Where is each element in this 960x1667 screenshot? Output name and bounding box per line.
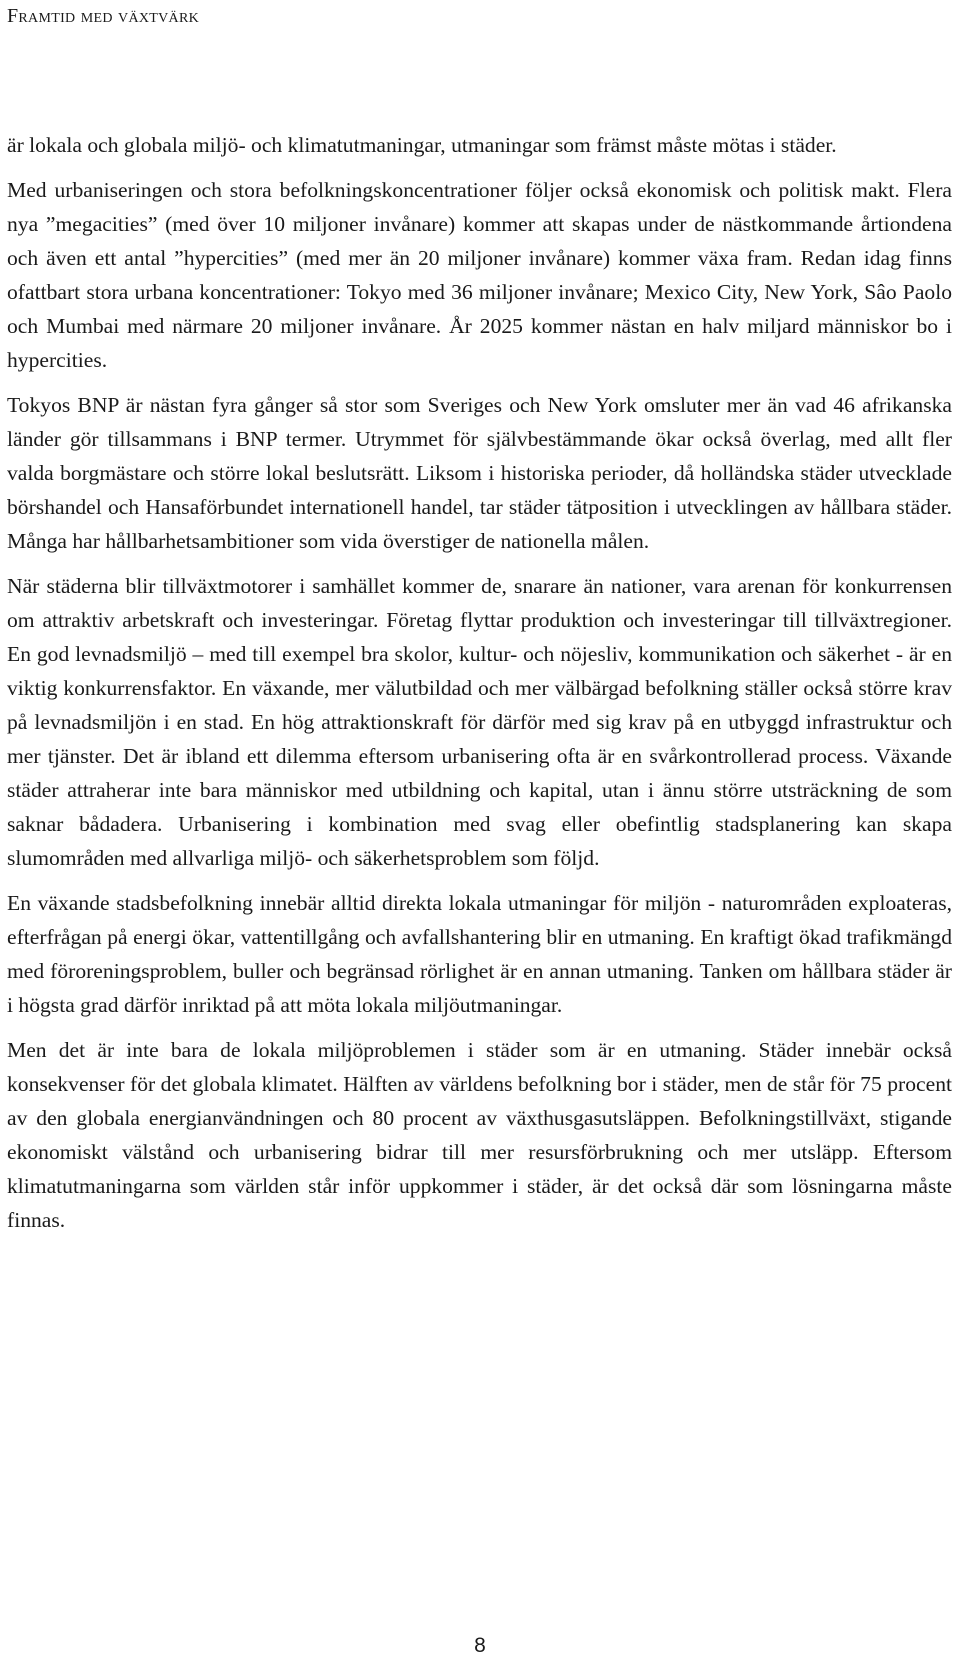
body-text: [7, 128, 952, 1248]
paragraph-3: Tokyos BNP är nästan fyra gånger så stor som Sveriges och New York omsluter mer än vad 46 afrikanska länder gör tillsammans i BNP termer. Utrymmet för självbestämmande ökar också överlag, med allt fler valda borgmästare och större lokal beslutsrätt. Liksom i historiska perioder, då holländska städer utvecklade börshandel och Hansaförbundet internationell handel, tar städer tätposition i utvecklingen av hållbara städer. Många har hållbarhetsambitioner som vida överstiger de nationella målen.: [7, 393, 952, 553]
paragraph-4: När städerna blir tillväxtmotorer i samhället kommer de, snarare än nationer, vara arenan för konkurrensen om attraktiv arbetskraft och investeringar. Företag flyttar produktion och investeringar till tillväxtregioner. En god levnadsmiljö – med till exempel bra skolor, kultur- och nöjesliv, kommunikation och säkerhet - är en viktig konkurrensfaktor. En växande, mer välutbildad och mer välbärgad befolkning ställer också större krav på levnadsmiljön i en stad. En hög attraktionskraft för därför med sig krav på en utbyggd infrastruktur och mer tjänster. Det är ibland ett dilemma eftersom urbanisering ofta är en svårkontrollerad process. Växande städer attraherar inte bara människor med utbildning och kapital, utan i ännu större utsträckning de som saknar bådadera. Urbanisering i kombination med svag eller obefintlig stadsplanering kan skapa slumområden med allvarliga miljö- och säkerhetsproblem som följd.: [7, 574, 952, 870]
paragraph-6: Men det är inte bara de lokala miljöproblemen i städer som är en utmaning. Städer innebär också konsekvenser för det globala klimatet. Hälften av världens befolkning bor i städer, men de står för 75 procent av den globala energianvändningen och 80 procent av växthusgasutsläppen. Befolkningstillväxt, stigande ekonomiskt välstånd och urbanisering bidrar till mer resursförbrukning och mer utsläpp. Eftersom klimatutmaningarna som världen står inför uppkommer i städer, är det också där som lösningarna måste finnas.: [7, 1038, 952, 1232]
paragraph-5: En växande stadsbefolkning innebär alltid direkta lokala utmaningar för miljön - naturområden exploateras, efterfrågan på energi ökar, vattentillgång och avfallshantering blir en utmaning. En kraftigt ökad trafikmängd med föroreningsproblem, buller och begränsad rörlighet är en annan utmaning. Tanken om hållbara städer är i högsta grad därför inriktad på att möta lokala miljöutmaningar.: [7, 891, 952, 1017]
paragraph-1: är lokala och globala miljö- och klimatutmaningar, utmaningar som främst måste mötas i städer.: [7, 133, 837, 157]
running-header: Framtid med växtvärk: [7, 5, 200, 27]
paragraph-2: Med urbaniseringen och stora befolkningskoncentrationer följer också ekonomisk och politisk makt. Flera nya ”megacities” (med över 10 miljoner invånare) kommer att skapas under de nästkommande årtiondena och även ett antal ”hypercities” (med mer än 20 miljoner invånare) kommer växa fram. Redan idag finns ofattbart stora urbana koncentrationer: Tokyo med 36 miljoner invånare; Mexico City, New York, Sâo Paolo och Mumbai med närmare 20 miljoner invånare. År 2025 kommer nästan en halv miljard människor bo i hypercities.: [7, 178, 952, 372]
page-number: 8: [474, 1634, 486, 1657]
